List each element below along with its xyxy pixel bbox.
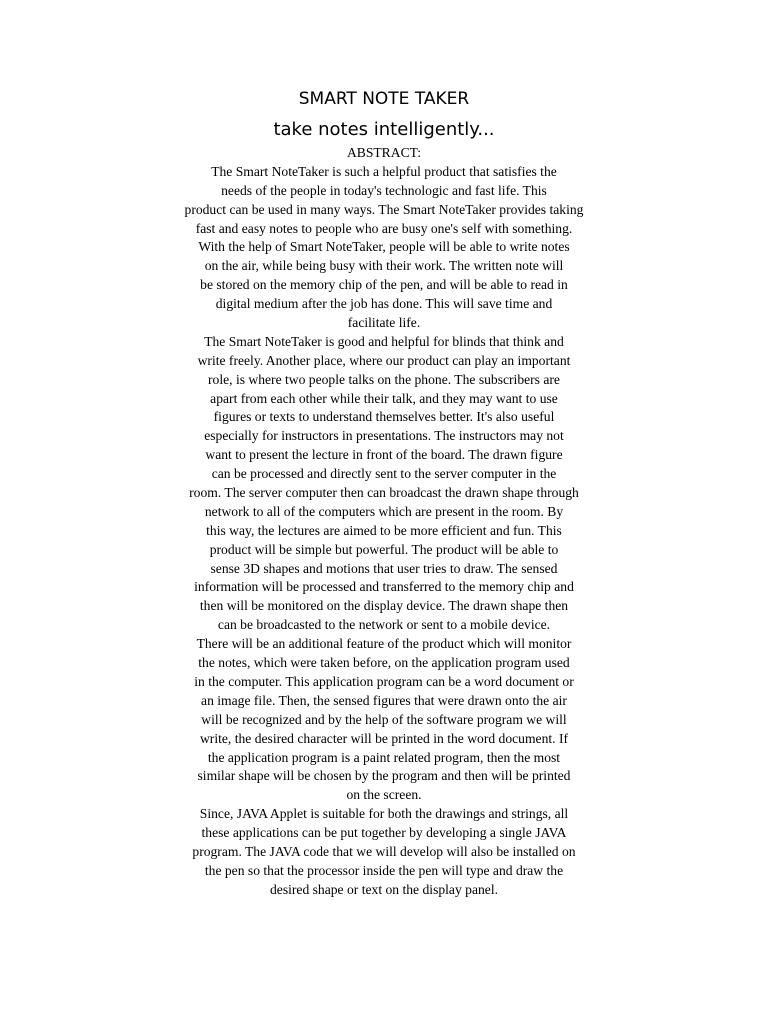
text-line: sense 3D shapes and motions that user tries to draw. The sensed: [210, 560, 558, 576]
text-line: apart from each other while their talk, and they may want to use: [210, 390, 558, 406]
text-line: There will be an additional feature of the product which will monitor: [196, 636, 572, 652]
abstract-body: [0, 144, 768, 900]
text-line: program. The JAVA code that we will develop will also be installed on: [192, 843, 576, 859]
text-line: can be processed and directly sent to the server computer in the: [211, 466, 557, 482]
text-line: on the air, while being busy with their work. The written note will: [204, 258, 564, 274]
text-line: in the computer. This application program can be a word document or: [194, 673, 574, 689]
text-line: facilitate life.: [347, 315, 421, 331]
text-line: figures or texts to understand themselves better. It's also useful: [213, 409, 555, 425]
text-line: write, the desired character will be printed in the word document. If: [199, 730, 569, 746]
document-subtitle: take notes intelligently...: [273, 119, 495, 140]
text-line: an image file. Then, the sensed figures that were drawn onto the air: [201, 692, 567, 708]
text-line: this way, the lectures are aimed to be more efficient and fun. This: [206, 522, 562, 538]
text-line: want to present the lecture in front of the board. The drawn figure: [205, 447, 563, 463]
text-line: With the help of Smart NoteTaker, people will be able to write notes: [198, 239, 570, 255]
text-line: then will be monitored on the display device. The drawn shape then: [199, 598, 569, 614]
text-line: the pen so that the processor inside the pen will type and draw the: [204, 862, 564, 878]
text-line: product will be simple but powerful. The product will be able to: [209, 541, 559, 557]
text-line: network to all of the computers which are present in the room. By: [204, 503, 564, 519]
text-line: similar shape will be chosen by the program and then will be printed: [197, 768, 571, 784]
text-line: will be recognized and by the help of the software program we will: [201, 711, 567, 727]
text-line: especially for instructors in presentations. The instructors may not: [204, 428, 564, 444]
text-line: these applications can be put together by developing a single JAVA: [201, 825, 567, 841]
text-line: Since, JAVA Applet is suitable for both the drawings and strings, all: [199, 806, 569, 822]
text-line: The Smart NoteTaker is good and helpful for blinds that think and: [204, 333, 564, 349]
document-title: SMART NOTE TAKER: [298, 89, 470, 109]
text-line: on the screen.: [346, 787, 422, 803]
abstract-heading: ABSTRACT:: [346, 145, 422, 160]
text-line: role, is where two people talks on the phone. The subscribers are: [208, 371, 560, 387]
text-line: information will be processed and transferred to the memory chip and: [194, 579, 574, 595]
text-line: digital medium after the job has done. This will save time and: [215, 296, 553, 312]
text-line: fast and easy notes to people who are busy one's self with something.: [195, 220, 573, 236]
text-line: product can be used in many ways. The Smart NoteTaker provides taking: [184, 201, 584, 217]
text-line: desired shape or text on the display panel.: [269, 881, 498, 897]
text-line: write freely. Another place, where our product can play an important: [197, 352, 571, 368]
text-line: the notes, which were taken before, on the application program used: [198, 655, 570, 671]
text-line: the application program is a paint related program, then the most: [207, 749, 561, 765]
text-line: can be broadcasted to the network or sent to a mobile device.: [217, 617, 551, 633]
text-line: needs of the people in today's technologic and fast life. This: [221, 182, 547, 198]
text-line: be stored on the memory chip of the pen, and will be able to read in: [200, 277, 568, 293]
text-line: room. The server computer then can broadcast the drawn shape through: [189, 485, 579, 501]
text-line: The Smart NoteTaker is such a helpful product that satisfies the: [211, 163, 557, 179]
